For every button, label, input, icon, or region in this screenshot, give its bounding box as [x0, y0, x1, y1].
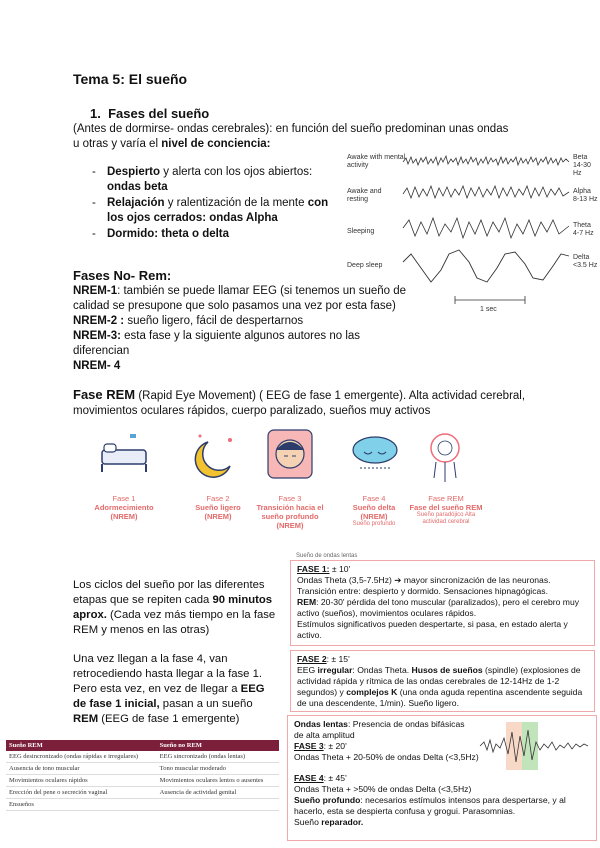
slow-wave-label: Sueño de ondas lentas — [296, 553, 358, 559]
sleeping-face-icon — [268, 430, 312, 478]
intro-text: (Antes de dormirse- ondas cerebrales): en función del sueño predominan unas ondas u otras y varía el — [73, 123, 509, 150]
table-row: Movimientos oculares rápidos Movimientos oculares lentos o ausentes — [6, 775, 279, 787]
list-item: - Despierto y alerta con los ojos abiertos: ondas beta — [92, 165, 332, 195]
phase-caption: Fase REM Fase del sueño REM Sueño paradójico Alta actividad cerebral — [409, 494, 483, 525]
page-title: Tema 5: El sueño — [73, 71, 188, 87]
phase-caption: Fase 4 Sueño delta (NREM) Sueño profundo — [352, 494, 396, 527]
list-item: NREM-2 : sueño ligero, fácil de despertarnos — [73, 315, 304, 327]
nrem-heading: Fases No- Rem: — [73, 268, 172, 283]
states-list — [92, 165, 332, 243]
beta-wave — [403, 156, 569, 165]
list-item: NREM-3: esta fase y la siguiente algunos autores no las diferencian — [73, 330, 361, 357]
wave-band: Beta 14-30 Hz — [573, 154, 591, 177]
list-item: - Dormido: theta o delta — [92, 227, 332, 242]
section-title: Fases del sueño — [108, 106, 210, 121]
nrem-list — [73, 284, 418, 374]
bed-icon — [102, 434, 146, 472]
phase-caption: Fase 3 Transición hacia el sueño profundo (NREM) — [256, 494, 324, 530]
dreamcatcher-icon — [431, 434, 459, 482]
rem-heading: Fase REM — [73, 387, 136, 402]
table-row: Ausencia de tono muscular Tono muscular moderado — [6, 763, 279, 775]
phases-strip — [90, 428, 490, 553]
rem-comparison-table — [6, 740, 279, 811]
alpha-wave — [403, 186, 569, 198]
table-header: Sueño no REM — [157, 740, 279, 751]
phase1-box: FASE 1: ± 10' Ondas Theta (3,5-7.5Hz) ➔ mayor sincronización de las neuronas. Transición entre: despierto y dormido. Sensaciones hipnagógicas. REM: 20-30' pérdida del tono muscular (paralizados), pero el cerebro muy activo (sueños), movimientos oculares rápidos. Estímulos significativos pueden despertarte, si pasa, en estado alerta y activo. — [290, 560, 595, 646]
phase-caption: Fase 2 Sueño ligero (NREM) — [195, 494, 241, 521]
cycles-paragraph: Los ciclos del sueño por las diferentes etapas que se repiten cada 90 minutos aprox. (Cada vez más tiempo en la fase REM y menos en las otras) — [73, 579, 276, 636]
table-header: Sueño REM — [6, 740, 157, 751]
section-heading — [90, 106, 209, 121]
wave-label: Deep sleep — [347, 262, 383, 269]
table-row: Ensueños — [6, 799, 279, 811]
section-number: 1. — [90, 106, 101, 121]
wave-label: Awake and resting — [347, 188, 382, 203]
table-row: Erección del pene o secreción vaginal Ausencia de actividad genital — [6, 787, 279, 799]
wave-band: Delta <3.5 Hz — [573, 254, 598, 269]
phase-caption: Fase 1 Adormecimiento (NREM) — [94, 494, 154, 521]
list-item: NREM- 4 — [73, 360, 121, 372]
slow-waves-box: Ondas lentas: Presencia de ondas bifásicas de alta amplitud FASE 3: ± 20' Ondas Theta + 20-50% de ondas Delta (<3,5Hz) FASE 4: ± 45' Ondas Theta + >50% de ondas Delta (<3,5Hz) Sueño profundo: necesarios estímulos intensos para despertarse, y al hacerlo, esta se despierta confusa y grogui. Parasomnias. Sueño reparador. — [287, 715, 597, 841]
rem-paragraph — [73, 387, 533, 419]
wave-band: Theta 4-7 Hz — [573, 222, 594, 237]
theta-wave — [403, 218, 569, 238]
list-item: NREM-1: también se puede llamar EEG (si tenemos un sueño de calidad se presupone que solo pasamos una vez por esta fase) — [73, 285, 407, 312]
wave-label: Sleeping — [347, 228, 375, 235]
kcomplex-trace — [478, 720, 593, 772]
intro-paragraph — [73, 122, 513, 152]
intro-bold: nivel de conciencia: — [161, 138, 271, 150]
list-item: - Relajación y ralentización de la mente con los ojos cerrados: ondas Alpha — [92, 196, 332, 226]
eye-mask-icon — [353, 437, 397, 468]
moon-icon — [195, 435, 232, 478]
phase2-box: FASE 2: ± 15' EEG irregular: Ondas Theta. Husos de sueños (spindle) (explosiones de actividad rápida y rítmica de las ondas cerebrales de 12-14Hz de 1-2 segundos) y complejos K (una onda aguda repentina ascendente seguida de una descendente, 1/min). Sueño ligero. — [290, 650, 595, 712]
wave-label: Awake with mental activity — [347, 154, 406, 169]
return-paragraph: Una vez llegan a la fase 4, van retrocediendo hasta llegar a la fase 1. Pero esta vez, en vez de llegar a EEG de fase 1 inicial, pasan a un sueño REM (EEG de fase 1 emergente) — [73, 653, 265, 725]
table-row: EEG desincronizado (ondas rápidas e irregulares) EEG sincronizado (ondas lentas) — [6, 751, 279, 763]
delta-wave — [403, 250, 569, 282]
scale-label: 1 sec — [480, 306, 497, 313]
phases-icons — [90, 428, 490, 488]
wave-band: Alpha 8-13 Hz — [573, 188, 598, 203]
rem-text: (Rapid Eye Movement) ( EEG de fase 1 emergente). Alta actividad cerebral, movimientos oculares rápidos, cuerpo paralizado, sueños muy activos — [73, 390, 526, 417]
